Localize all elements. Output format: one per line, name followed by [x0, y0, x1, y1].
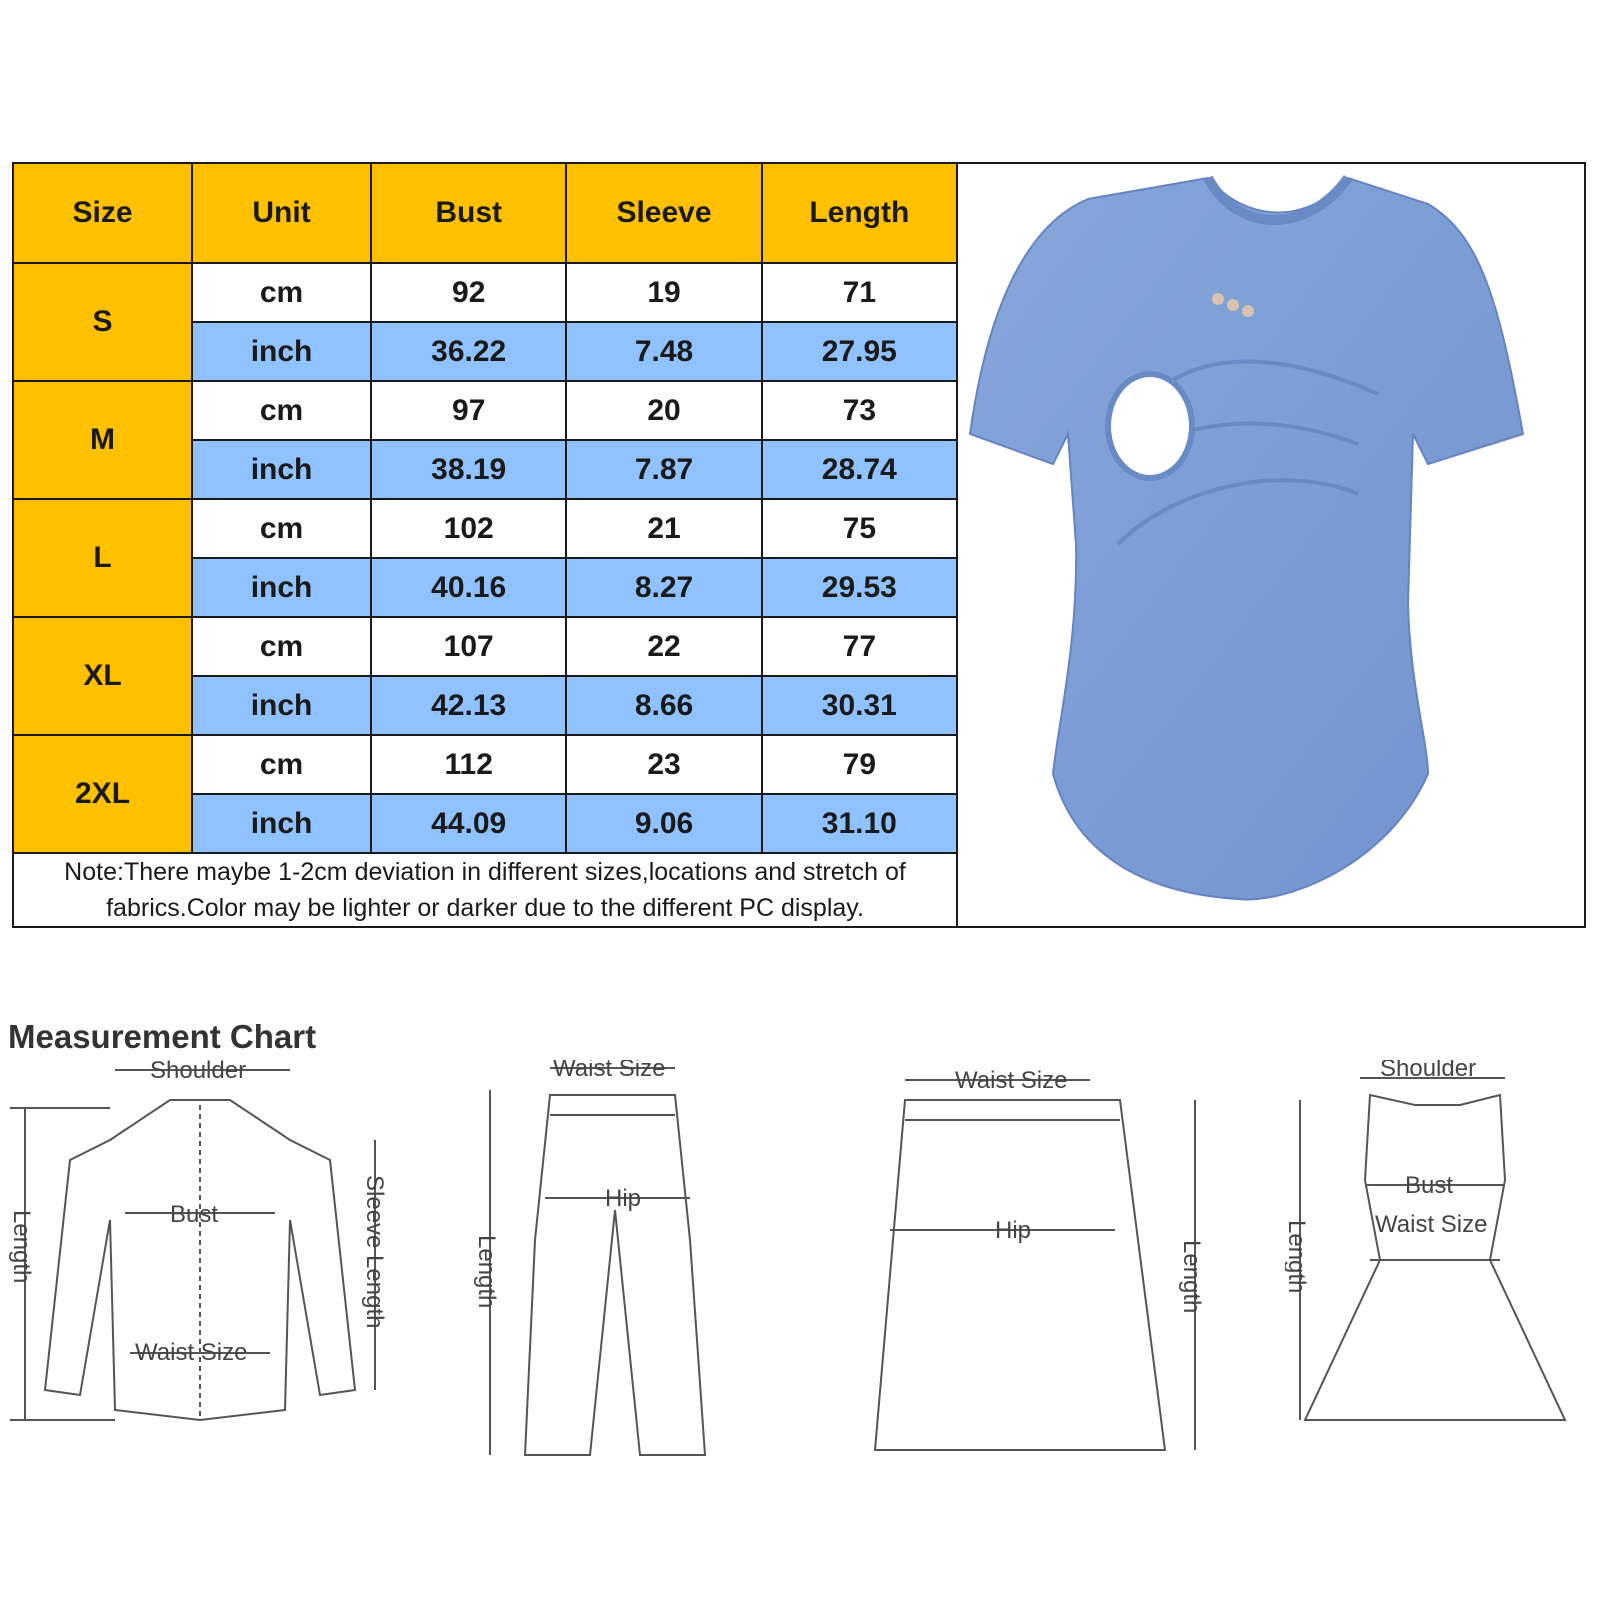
size-label: 2XL [13, 735, 192, 853]
sleeve-cell: 20 [566, 381, 761, 440]
sleeve-cell: 23 [566, 735, 761, 794]
deviation-note: Note:There maybe 1-2cm deviation in different sizes,locations and stretch of fabrics.Color may be lighter or darker due to the different PC display. [13, 853, 957, 927]
unit-cell: inch [192, 558, 371, 617]
skirt-diagram [860, 1060, 1220, 1465]
length-label: Length [1285, 1220, 1310, 1294]
header-sleeve: Sleeve [566, 163, 761, 263]
length-label: Length [473, 1235, 500, 1309]
unit-cell: cm [192, 499, 371, 558]
bust-cell: 38.19 [371, 440, 566, 499]
size-label: M [13, 381, 192, 499]
length-cell: 30.31 [762, 676, 957, 735]
length-label: Length [1178, 1240, 1205, 1314]
unit-cell: cm [192, 263, 371, 322]
hip-label: Hip [605, 1185, 642, 1212]
unit-cell: inch [192, 676, 371, 735]
measurement-chart-title: Measurement Chart [8, 1018, 317, 1055]
sleeve-cell: 8.66 [566, 676, 761, 735]
bust-cell: 112 [371, 735, 566, 794]
header-row [13, 163, 957, 263]
length-cell: 31.10 [762, 794, 957, 853]
unit-cell: inch [192, 440, 371, 499]
shoulder-label: Shoulder [150, 1060, 247, 1084]
waist-label: Waist Size [553, 1060, 666, 1082]
sleeve-cell: 19 [566, 263, 761, 322]
sleeve-cell: 7.87 [566, 440, 761, 499]
size-label: S [13, 263, 192, 381]
table-row [13, 499, 957, 558]
sleeve-cell: 8.27 [566, 558, 761, 617]
header-bust: Bust [371, 163, 566, 263]
unit-cell: inch [192, 322, 371, 381]
pants-diagram [465, 1060, 725, 1465]
header-size: Size [13, 163, 192, 263]
bust-cell: 42.13 [371, 676, 566, 735]
bust-cell: 44.09 [371, 794, 566, 853]
bust-cell: 102 [371, 499, 566, 558]
sleeve-cell: 9.06 [566, 794, 761, 853]
length-cell: 79 [762, 735, 957, 794]
table-row [13, 263, 957, 322]
bust-cell: 40.16 [371, 558, 566, 617]
length-cell: 29.53 [762, 558, 957, 617]
bust-label: Bust [1405, 1172, 1454, 1199]
table-row [13, 617, 957, 676]
waist-label: Waist Size [955, 1067, 1068, 1094]
unit-cell: cm [192, 735, 371, 794]
length-cell: 77 [762, 617, 957, 676]
bust-cell: 97 [371, 381, 566, 440]
length-cell: 75 [762, 499, 957, 558]
unit-cell: cm [192, 381, 371, 440]
size-label: XL [13, 617, 192, 735]
sleeve-cell: 7.48 [566, 322, 761, 381]
shoulder-label: Shoulder [1380, 1060, 1477, 1082]
length-label: Length [8, 1210, 35, 1284]
length-cell: 28.74 [762, 440, 957, 499]
bust-label: Bust [170, 1201, 219, 1228]
bust-cell: 92 [371, 263, 566, 322]
waist-label: Waist Size [1375, 1211, 1488, 1238]
length-cell: 27.95 [762, 322, 957, 381]
shirt-diagram [0, 1060, 400, 1465]
bust-cell: 36.22 [371, 322, 566, 381]
nursing-top-illustration [958, 164, 1584, 926]
length-cell: 71 [762, 263, 957, 322]
waist-label: Waist Size [135, 1339, 248, 1366]
size-label: L [13, 499, 192, 617]
unit-cell: cm [192, 617, 371, 676]
sleeve-length-label: Sleeve Length [361, 1175, 388, 1329]
header-length: Length [762, 163, 957, 263]
product-image [958, 164, 1584, 926]
size-table [12, 162, 958, 928]
unit-cell: inch [192, 794, 371, 853]
sleeve-cell: 22 [566, 617, 761, 676]
sleeve-cell: 21 [566, 499, 761, 558]
hip-label: Hip [995, 1217, 1032, 1244]
bust-cell: 107 [371, 617, 566, 676]
header-unit: Unit [192, 163, 371, 263]
table-row [13, 381, 957, 440]
table-row [13, 735, 957, 794]
length-cell: 73 [762, 381, 957, 440]
dress-diagram [1285, 1060, 1595, 1465]
